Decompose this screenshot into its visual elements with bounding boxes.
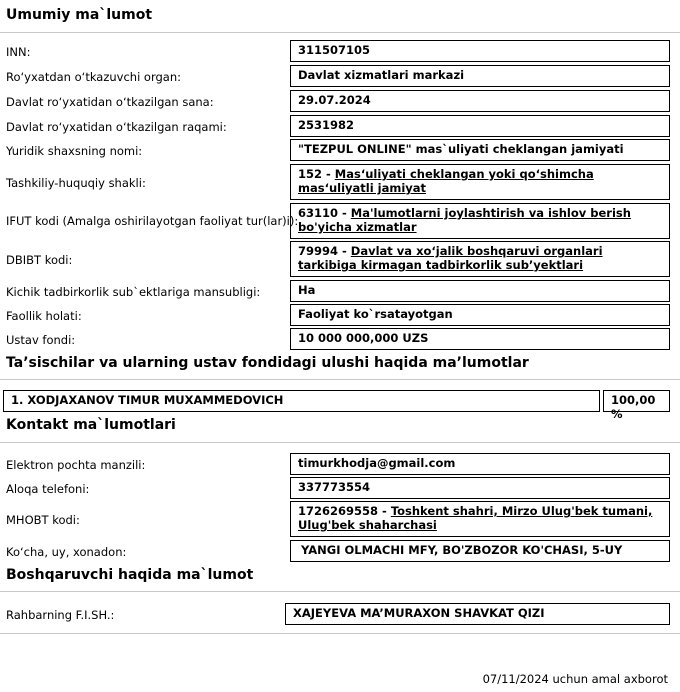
divider	[0, 633, 680, 634]
divider	[0, 442, 680, 443]
ifut-code: 63110 -	[298, 206, 351, 220]
divider	[0, 379, 680, 380]
dbibt-value	[290, 241, 670, 277]
founders-title: Ta’sischilar va ularning ustav fondidagi ulushi haqida ma’lumotlar	[6, 355, 529, 371]
reg-number-label: Davlat ro‘yxatidan o‘tkazilgan raqami:	[6, 120, 227, 134]
small-business-label: Kichik tadbirkorlik sub`ektlariga mansubligi:	[6, 285, 261, 299]
mhobt-code: 1726269558 -	[298, 504, 391, 518]
legal-form-code: 152 -	[298, 167, 335, 181]
activity-status-label: Faollik holati:	[6, 309, 82, 323]
reg-org-label: Ro‘yxatdan o‘tkazuvchi organ:	[6, 70, 181, 84]
small-business-value: Ha	[290, 280, 670, 302]
manager-title: Boshqaruvchi haqida ma`lumot	[6, 567, 254, 583]
divider	[0, 32, 680, 33]
ifut-value	[290, 203, 670, 239]
legal-form-link[interactable]: Mas‘uliyati cheklangan yoki qo‘shimcha mas‘uliyatli jamiyat	[298, 167, 594, 195]
charter-fund-label: Ustav fondi:	[6, 333, 76, 347]
manager-value: XAJEYEVA MA’MURAXON SHAVKAT QIZI	[285, 603, 670, 625]
email-label: Elektron pochta manzili:	[6, 458, 146, 472]
legal-form-label: Tashkiliy-huquqiy shakli:	[6, 176, 146, 190]
manager-label: Rahbarning F.I.SH.:	[6, 608, 115, 622]
address-value: YANGI OLMACHI MFY, BO'ZBOZOR KO'CHASI, 5-UY	[290, 540, 670, 562]
mhobt-link[interactable]: Toshkent shahri, Mirzo Ulug'bek tumani, Ulug'bek shaharchasi	[298, 504, 653, 532]
reg-number-value: 2531982	[290, 115, 670, 137]
legal-name-value: "TEZPUL ONLINE" mas`uliyati cheklangan jamiyati	[290, 139, 670, 161]
dbibt-link[interactable]: Davlat va xo‘jalik boshqaruvi organlari tarkibiga kirmagan tadbirkorlik sub’yektlari	[298, 244, 603, 272]
inn-label: INN:	[6, 45, 31, 59]
legal-form-value	[290, 164, 670, 200]
dbibt-label: DBIBT kodi:	[6, 253, 73, 267]
activity-status-value: Faoliyat ko`rsatayotgan	[290, 304, 670, 326]
reg-date-value: 29.07.2024	[290, 90, 670, 112]
dbibt-code: 79994 -	[298, 244, 351, 258]
mhobt-label: MHOBT kodi:	[6, 513, 80, 527]
founder-name: 1. XODJAXANOV TIMUR MUXAMMEDOVICH	[3, 390, 600, 412]
inn-value: 311507105	[290, 40, 670, 62]
ifut-link[interactable]: Ma'lumotlarni joylashtirish va ishlov berish bo'yicha xizmatlar	[298, 206, 631, 234]
general-title: Umumiy ma`lumot	[6, 7, 153, 23]
legal-name-label: Yuridik shaxsning nomi:	[6, 144, 143, 158]
footer-note: 07/11/2024 uchun amal axborot	[482, 672, 668, 686]
divider	[0, 591, 680, 592]
email-value: timurkhodja@gmail.com	[290, 453, 670, 475]
founder-share: 100,00 %	[603, 390, 670, 412]
mhobt-value	[290, 501, 670, 537]
phone-value: 337773554	[290, 477, 670, 499]
phone-label: Aloqa telefoni:	[6, 482, 90, 496]
ifut-label: IFUT kodi (Amalga oshirilayotgan faoliyat tur(lar)i):	[6, 214, 299, 228]
contact-title: Kontakt ma`lumotlari	[6, 417, 176, 433]
reg-date-label: Davlat ro‘yxatidan o‘tkazilgan sana:	[6, 95, 214, 109]
reg-org-value: Davlat xizmatlari markazi	[290, 65, 670, 87]
address-label: Ko‘cha, uy, xonadon:	[6, 545, 127, 559]
charter-fund-value: 10 000 000,000 UZS	[290, 328, 670, 350]
